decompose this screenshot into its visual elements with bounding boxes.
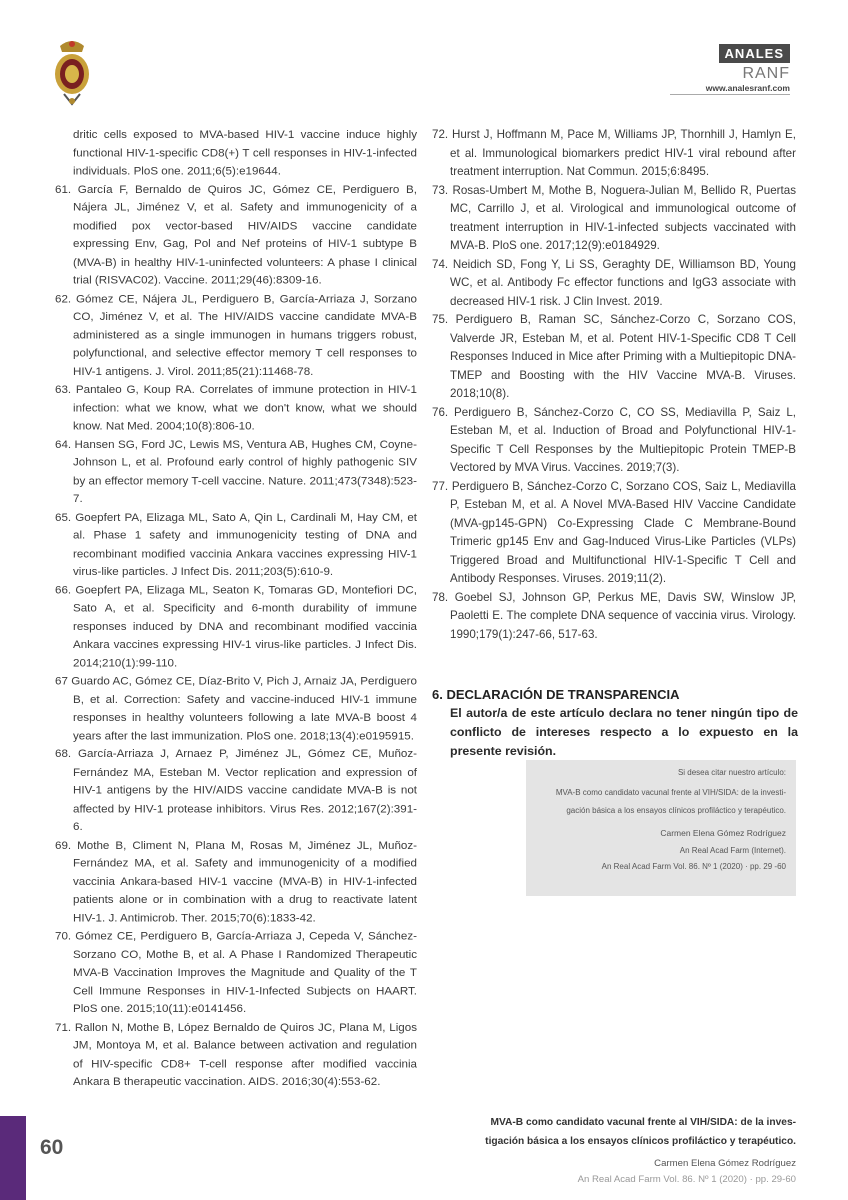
reference-item: 73. Rosas-Umbert M, Mothe B, Noguera-Julian M, Bellido R, Puertas MC, Carrillo J, et al. Virological and immunological outcome of treatment interruption in HIV-1-infected subjects vaccinated with MVA-B. PloS one. 2017;12(9):e0184929.	[432, 183, 796, 252]
footer-journal: An Real Acad Farm Vol. 86. Nº 1 (2020) · pp. 29-60	[577, 1174, 796, 1185]
reference-item: 65. Goepfert PA, Elizaga ML, Sato A, Qin L, Cardinali M, Hay CM, et al. Phase 1 safety and immunogenicity testing of DNA and recombinant modified vaccinia Ankara vaccines expressing HIV-1 virus-like particles. J Infect Dis. 2011;203(5):610-9.	[55, 510, 417, 578]
brand-bottom: RANF	[742, 65, 790, 82]
reference-item: 78. Goebel SJ, Johnson GP, Perkus ME, Davis SW, Winslow JP, Paoletti E. The complete DNA sequence of vaccinia virus. Virology. 1990;179(1):247-66, 517-63.	[432, 590, 796, 641]
citation-line: Carmen Elena Gómez Rodríguez	[660, 828, 786, 838]
footer-title-line2: tigación básica a los ensayos clínicos profiláctico y terapéutico.	[485, 1136, 796, 1147]
transparency-section	[432, 687, 798, 761]
reference-item: 64. Hansen SG, Ford JC, Lewis MS, Ventura AB, Hughes CM, Coyne-Johnson L, et al. Profound early control of highly pathogenic SIV by an effector memory T-cell vaccine. Nature. 2011;473(7348):523-7.	[55, 437, 417, 506]
reference-item: 77. Perdiguero B, Sánchez-Corzo C, Sorzano COS, Saiz L, Mediavilla P, Esteban M, et al. A Novel MVA-Based HIV Vaccine Candidate (MVA-gp145-GPN) Co-Expressing Clade C Membrane-Bound Trimeric gp145 Env and Gag-Induced Virus-Like Particles (VLPs) Triggered Broad and Multifunctional HIV-1-Specific T Cell and Antibody Responses. Viruses. 2019;11(2).	[432, 479, 796, 585]
reference-item: 62. Gómez CE, Nájera JL, Perdiguero B, García-Arriaza J, Sorzano CO, Jiménez V, et al. The HIV/AIDS vaccine candidate MVA-B administered as a single immunogen in humans triggers robust, polyfunctional, and selective effector memory T cell responses to HIV-1 antigens. J. Virol. 2011;85(21):11468-78.	[55, 291, 417, 378]
footer-author: Carmen Elena Gómez Rodríguez	[654, 1158, 796, 1169]
reference-item: 68. García-Arriaza J, Arnaez P, Jiménez JL, Gómez CE, Muñoz-Fernández MA, Esteban M. Vector replication and expression of HIV-1 antigens by the HIV/AIDS vaccine candidate MVA-B is not affected by HIV-1 protease inhibitors. Virus Res. 2012;167(2):391-6.	[55, 747, 417, 834]
journal-brand	[670, 44, 790, 95]
reference-item: 66. Goepfert PA, Elizaga ML, Seaton K, Tomaras GD, Montefiori DC, Sato A, et al. Specificity and 6-month durability of immune responses induced by DNA and recombinant modified vaccinia Ankara vaccines expressing HIV-1 virus-like particles. J Infect Dis. 2014;210(1):99-110.	[55, 583, 417, 670]
reference-item: 76. Perdiguero B, Sánchez-Corzo C, CO SS, Mediavilla P, Saiz L, Esteban M, et al. Induction of Broad and Polyfunctional HIV-1-Specific T Cell Responses by the Multiepitopic Protein TMEP-B Vectored by MVA Virus. Vaccines. 2019;7(3).	[432, 405, 796, 474]
citation-line: An Real Acad Farm (Internet).	[679, 846, 786, 855]
reference-item: 61. García F, Bernaldo de Quiros JC, Gómez CE, Perdiguero B, Nájera JL, Jiménez V, et al. Safety and immunogenicity of a modified pox vector-based HIV/AIDS vaccine candidate expressing Env, Gag, Pol and Nef proteins of HIV-1 subtype B (MVA-B) in healthy HIV-1-uninfected volunteers: A phase I clinical trial (RISVAC02). Vaccine. 2011;29(46):8309-16.	[55, 182, 417, 287]
references-right-column	[432, 126, 796, 644]
section-heading: 6. DECLARACIÓN DE TRANSPARENCIA	[432, 687, 680, 702]
references-left-column	[55, 126, 417, 1092]
citation-line: An Real Acad Farm Vol. 86. Nº 1 (2020) · pp. 29 -60	[601, 862, 786, 871]
citation-line: Si desea citar nuestro artículo:	[677, 768, 786, 777]
reference-item: dritic cells exposed to MVA-based HIV-1 vaccine induce highly functional HIV-1-specific CD8(+) T cell responses in HIV-1-infected individuals. PloS one. 2011;6(5):e19644.	[73, 127, 417, 178]
page-number: 60	[40, 1136, 64, 1159]
website-link[interactable]: www.analesranf.com	[670, 83, 790, 95]
citation-line: MVA-B como candidato vacunal frente al VIH/SIDA: de la investi-	[555, 788, 786, 797]
reference-item: 75. Perdiguero B, Raman SC, Sánchez-Corzo C, Sorzano COS, Valverde JR, Esteban M, et al. Potent HIV-1-Specific CD8 T Cell Responses Induced in Mice after Priming with a Multiepitopic DNA-TMEP and Boosting with the HIV Vaccine MVA-B. Viruses. 2018;10(8).	[432, 313, 796, 400]
citation-line: gación básica a los ensayos clínicos profiláctico y terapéutico.	[566, 806, 786, 815]
citation-box	[526, 760, 796, 896]
reference-item: 71. Rallon N, Mothe B, López Bernaldo de Quiros JC, Plana M, Ligos JM, Montoya M, et al. Balance between activation and regulation of HIV-specific CD8+ T-cell response after modified vaccinia Ankara B therapeutic vaccination. AIDS. 2016;30(4):553-62.	[55, 1020, 417, 1089]
reference-item: 70. Gómez CE, Perdiguero B, García-Arriaza J, Cepeda V, Sánchez-Sorzano CO, Mothe B, et al. A Phase I Randomized Therapeutic MVA-B Vaccination Improves the Magnitude and Quality of the T Cell Immune Responses in HIV-1-Infected Subjects on HAART. PloS one. 2015;10(11):e0141456.	[55, 929, 417, 1016]
brand-top: ANALES	[719, 44, 790, 63]
reference-item: 67 Guardo AC, Gómez CE, Díaz-Brito V, Pich J, Arnaiz JA, Perdiguero B, et al. Correction: Safety and vaccine-induced HIV-1 immune responses in healthy volunteers following a late MVA-B boost 4 years after the last immunization. PloS one. 2018;13(4):e0195915.	[55, 674, 417, 742]
reference-item: 74. Neidich SD, Fong Y, Li SS, Geraghty DE, Williamson BD, Young WC, et al. Antibody Fc effector functions and IgG3 associate with decreased HIV-1 risk. J Clin Invest. 2019.	[432, 257, 796, 308]
footer-title-line1: MVA-B como candidato vacunal frente al VIH/SIDA: de la inves-	[490, 1117, 796, 1128]
accent-sidebar	[0, 1116, 26, 1200]
reference-item: 69. Mothe B, Climent N, Plana M, Rosas M, Jiménez JL, Muñoz-Fernández MA, et al. Safety and immunogenicity of a modified vaccinia Ankara-based HIV-1 vaccine (MVA-B) in HIV-1-infected patients alone or in combination with a drug to reactivate latent HIV-1. J. Antimicrob. Ther. 2015;70(6):1833-42.	[55, 838, 417, 925]
reference-item: 72. Hurst J, Hoffmann M, Pace M, Williams JP, Thornhill J, Hamlyn E, et al. Immunological biomarkers predict HIV-1 viral rebound after treatment interruption. Nat Commun. 2015;6:8495.	[432, 128, 796, 178]
reference-item: 63. Pantaleo G, Koup RA. Correlates of immune protection in HIV-1 infection: what we know, what we don't know, what we should know. Nat Med. 2004;10(8):806-10.	[55, 383, 417, 433]
section-text: El autor/a de este artículo declara no tener ningún tipo de conflicto de intereses respecto a lo expuesto en la presente revisión.	[450, 706, 798, 758]
academy-crest-logo	[50, 38, 94, 106]
